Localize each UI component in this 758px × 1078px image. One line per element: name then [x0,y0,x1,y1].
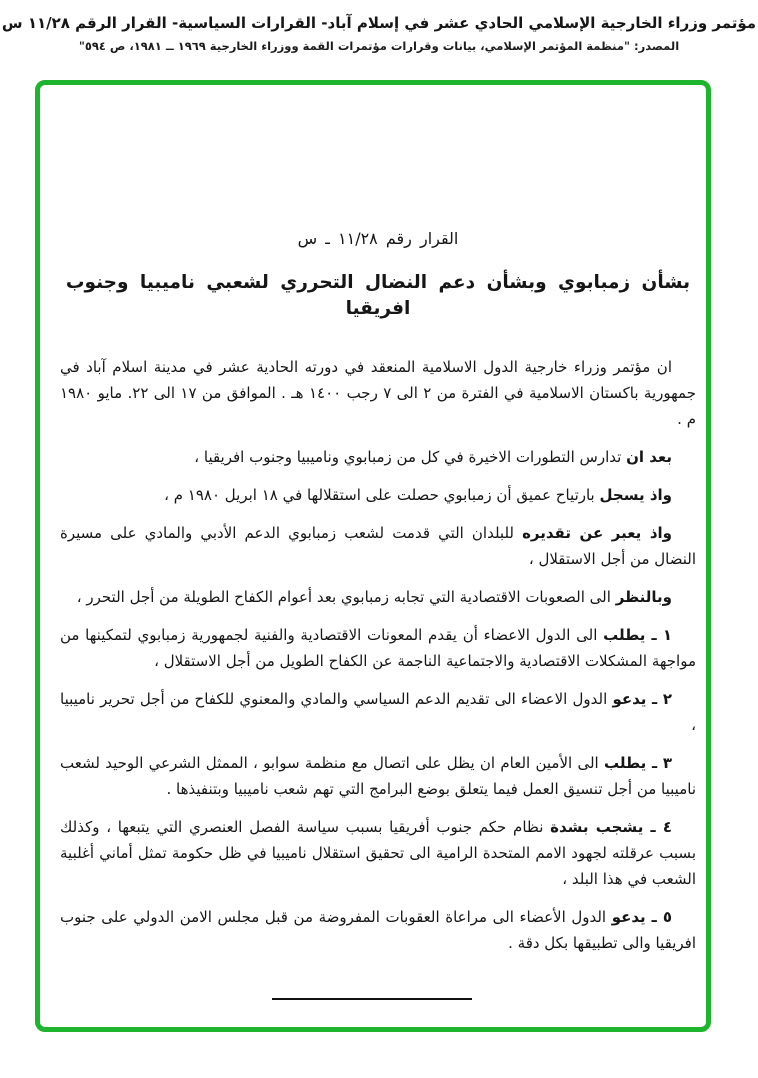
document-frame [35,80,711,1032]
paragraph-lead: بعد ان [626,448,672,466]
paragraph-text: للبلدان التي قدمت لشعب زمبابوي الدعم الأدبي والمادي على مسيرة النضال من أجل الاستقلال ، [60,524,696,568]
preamble-paragraph-1 [60,354,696,432]
paragraph-text: نظام حكم جنوب أفريقيا بسبب سياسة الفصل العنصري التي يتبعها ، وكذلك بسبب عرقلته لجهود الامم المتحدة الرامية الى تحقيق استقلال ناميبيا في ظل حكومة تمثل أماني أغلبية الشعب في هذا البلد ، [60,818,696,888]
paragraph-text: الى الدول الاعضاء أن يقدم المعونات الاقتصادية والفنية لجمهورية زمبابوي لتمكينها من مواجهة المشكلات الاقتصادية والاجتماعية الناجمة عن الكفاح الطويل من أجل الاستقلال ، [60,626,696,670]
operative-item-3 [60,750,696,802]
resolution-number: القرار رقم ١١/٢٨ ـ س [297,229,459,248]
paragraph-lead: يشجب بشدة [550,818,644,836]
paragraph-text: ان مؤتمر وزراء خارجية الدول الاسلامية المنعقد في دورته الحادية عشر في مدينة اسلام آباد في جمهورية باكستان الاسلامية في الفترة من ٢ الى ٧ رجب ١٤٠٠ هـ . الموافق من ١٧ الى ٢٢. مايو ١٩٨٠ م . [60,358,696,428]
paragraph-lead: يدعو [612,690,647,708]
paragraph-lead: يطلب [604,754,647,772]
end-rule [272,998,472,1000]
preamble-paragraph-5 [60,584,696,610]
operative-item-2 [60,686,696,738]
header-source-line: المصدر: "منظمة المؤتمر الإسلامي، بيانات وقرارات مؤتمرات القمة ووزراء الخارجية ١٩٦٩ ــ ١٩٨١، ص ٥٩٤" [78,39,680,53]
paragraph-lead: وبالنظر [615,588,672,606]
resolution-title: بشأن زمبابوي وبشأن دعم النضال التحرري لشعبي ناميبيا وجنوب افريقيا [65,272,691,319]
paragraph-lead: يدعو [611,908,646,926]
preamble-paragraph-2 [60,444,696,470]
header-title-line: مؤتمر وزراء الخارجية الإسلامي الحادي عشر في إسلام آباد- القرارات السياسية- القرار الرقم ١١/٢٨ س [1,14,757,32]
paragraph-text: الدول الاعضاء الى تقديم الدعم السياسي والمادي والمعنوي للكفاح من أجل تحرير ناميبيا ، [60,690,696,734]
item-number: ٥ ـ [645,908,672,926]
operative-item-1 [60,622,696,674]
operative-item-4 [60,814,696,892]
paragraph-text: الى الصعوبات الاقتصادية التي تجابه زمبابوي بعد أعوام الكفاح الطويلة من أجل التحرر ، [76,588,616,606]
paragraph-text: تدارس التطورات الاخيرة في كل من زمبابوي وناميبيا وجنوب افريقيا ، [194,448,627,466]
document-body [40,85,706,1000]
paragraph-text: بارتياح عميق أن زمبابوي حصلت على استقلالها في ١٨ ابريل ١٩٨٠ م ، [164,486,600,504]
paragraph-lead: واذ يعبر عن تقديره [522,524,672,542]
item-number: ٣ ـ [646,754,673,772]
paragraph-lead: واذ يسجل [599,486,672,504]
item-number: ٢ ـ [646,690,672,708]
item-number: ٤ ـ [643,818,672,836]
paragraph-lead: يطلب [603,626,646,644]
preamble-paragraph-3 [60,482,696,508]
paragraph-text: الى الأمين العام ان يظل على اتصال مع منظمة سوابو ، الممثل الشرعي الوحيد لشعب ناميبيا من أجل تنسيق العمل فيما يتعلق بوضع البرامج التي تهم شعب ناميبيا وبتنفيذها . [60,754,696,798]
preamble-paragraph-4 [60,520,696,572]
page-header [0,0,758,53]
paragraph-text: الدول الأعضاء الى مراعاة العقوبات المفروضة من قبل مجلس الامن الدولي على جنوب افريقيا والى تطبيقها بكل دقة . [60,908,696,952]
item-number: ١ ـ [645,626,672,644]
operative-item-5 [60,904,696,956]
